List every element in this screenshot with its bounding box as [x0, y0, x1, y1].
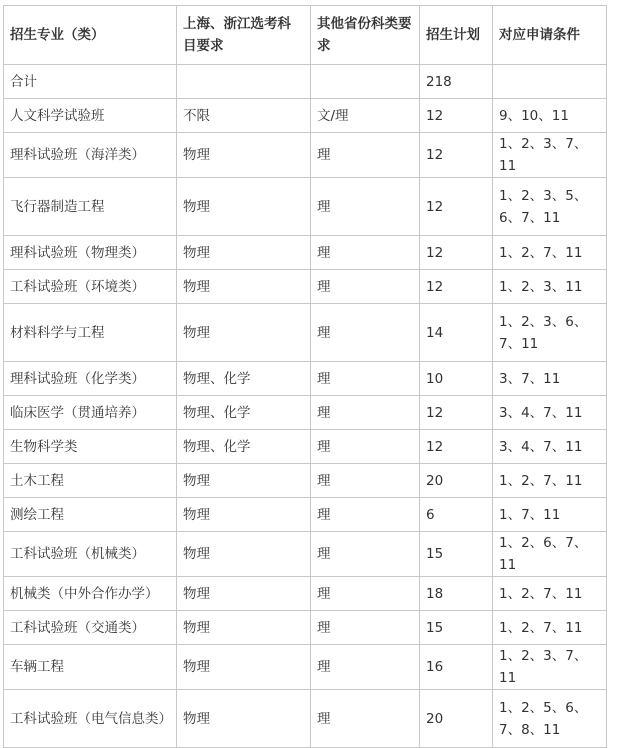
table-row	[4, 362, 607, 396]
cell-conditions: 3、7、11	[493, 362, 607, 396]
cell-category-requirement: 理	[311, 498, 420, 532]
table-row	[4, 532, 607, 577]
cell-subject-requirement: 物理、化学	[177, 396, 311, 430]
cell-conditions: 1、2、6、7、11	[493, 532, 607, 577]
cell-category-requirement: 文/理	[311, 99, 420, 133]
cell-conditions: 1、7、11	[493, 498, 607, 532]
cell-category-requirement: 理	[311, 464, 420, 498]
cell-conditions: 1、2、5、6、7、8、11	[493, 690, 607, 748]
cell-plan: 18	[420, 577, 493, 611]
cell-plan: 12	[420, 178, 493, 236]
table-row	[4, 178, 607, 236]
cell-subject-requirement: 物理	[177, 464, 311, 498]
cell-conditions: 1、2、3、5、6、7、11	[493, 178, 607, 236]
cell-plan: 20	[420, 690, 493, 748]
table-row	[4, 270, 607, 304]
cell-conditions: 3、4、7、11	[493, 396, 607, 430]
cell-subject-requirement: 物理	[177, 270, 311, 304]
table-header	[4, 6, 607, 65]
cell-major: 工科试验班（机械类）	[4, 532, 177, 577]
table-row	[4, 464, 607, 498]
cell-subject-requirement: 物理	[177, 690, 311, 748]
cell-plan: 12	[420, 430, 493, 464]
cell-major: 理科试验班（物理类）	[4, 236, 177, 270]
table-row	[4, 236, 607, 270]
cell-subject-requirement: 物理、化学	[177, 430, 311, 464]
cell-conditions: 3、4、7、11	[493, 430, 607, 464]
cell-category-requirement: 理	[311, 645, 420, 690]
table-row	[4, 577, 607, 611]
cell-conditions: 1、2、3、7、11	[493, 133, 607, 178]
table-row	[4, 99, 607, 133]
table-row	[4, 690, 607, 748]
table-row	[4, 611, 607, 645]
cell-category-requirement: 理	[311, 396, 420, 430]
cell-category-requirement: 理	[311, 690, 420, 748]
cell-subject-requirement	[177, 65, 311, 99]
cell-plan: 218	[420, 65, 493, 99]
header-major: 招生专业（类）	[4, 6, 177, 65]
cell-major: 合计	[4, 65, 177, 99]
cell-plan: 15	[420, 532, 493, 577]
cell-plan: 12	[420, 396, 493, 430]
cell-category-requirement: 理	[311, 270, 420, 304]
cell-major: 理科试验班（海洋类）	[4, 133, 177, 178]
cell-subject-requirement: 物理	[177, 532, 311, 577]
cell-plan: 12	[420, 133, 493, 178]
table-body	[4, 65, 607, 748]
header-enrollment-plan: 招生计划	[420, 6, 493, 65]
cell-category-requirement: 理	[311, 532, 420, 577]
table-row	[4, 396, 607, 430]
cell-subject-requirement: 物理	[177, 645, 311, 690]
cell-major: 飞行器制造工程	[4, 178, 177, 236]
cell-subject-requirement: 物理	[177, 133, 311, 178]
cell-major: 车辆工程	[4, 645, 177, 690]
table-row	[4, 498, 607, 532]
cell-subject-requirement: 物理	[177, 611, 311, 645]
header-application-conditions: 对应申请条件	[493, 6, 607, 65]
cell-plan: 15	[420, 611, 493, 645]
cell-major: 土木工程	[4, 464, 177, 498]
table-row	[4, 645, 607, 690]
cell-category-requirement: 理	[311, 430, 420, 464]
cell-subject-requirement: 物理、化学	[177, 362, 311, 396]
cell-subject-requirement: 物理	[177, 304, 311, 362]
cell-conditions: 1、2、7、11	[493, 577, 607, 611]
cell-major: 理科试验班（化学类）	[4, 362, 177, 396]
cell-plan: 14	[420, 304, 493, 362]
cell-plan: 12	[420, 236, 493, 270]
cell-major: 机械类（中外合作办学）	[4, 577, 177, 611]
cell-subject-requirement: 物理	[177, 236, 311, 270]
header-other-province-category: 其他省份科类要求	[311, 6, 420, 65]
table-row	[4, 65, 607, 99]
cell-plan: 12	[420, 270, 493, 304]
cell-major: 人文科学试验班	[4, 99, 177, 133]
table-row	[4, 133, 607, 178]
cell-major: 材料科学与工程	[4, 304, 177, 362]
cell-plan: 16	[420, 645, 493, 690]
cell-major: 生物科学类	[4, 430, 177, 464]
cell-conditions: 1、2、3、6、7、11	[493, 304, 607, 362]
cell-plan: 20	[420, 464, 493, 498]
cell-category-requirement: 理	[311, 611, 420, 645]
cell-conditions: 1、2、3、11	[493, 270, 607, 304]
header-row	[4, 6, 607, 65]
cell-subject-requirement: 物理	[177, 577, 311, 611]
admissions-table	[3, 5, 607, 748]
cell-subject-requirement: 物理	[177, 498, 311, 532]
table-row	[4, 430, 607, 464]
cell-category-requirement: 理	[311, 304, 420, 362]
cell-category-requirement: 理	[311, 362, 420, 396]
cell-conditions: 1、2、7、11	[493, 464, 607, 498]
cell-plan: 6	[420, 498, 493, 532]
cell-major: 工科试验班（电气信息类）	[4, 690, 177, 748]
cell-category-requirement: 理	[311, 178, 420, 236]
cell-subject-requirement: 物理	[177, 178, 311, 236]
cell-major: 测绘工程	[4, 498, 177, 532]
cell-plan: 12	[420, 99, 493, 133]
cell-category-requirement: 理	[311, 133, 420, 178]
cell-category-requirement: 理	[311, 577, 420, 611]
cell-category-requirement	[311, 65, 420, 99]
cell-conditions: 9、10、11	[493, 99, 607, 133]
cell-plan: 10	[420, 362, 493, 396]
cell-conditions: 1、2、7、11	[493, 236, 607, 270]
cell-major: 临床医学（贯通培养）	[4, 396, 177, 430]
header-shanghai-zhejiang-subject: 上海、浙江选考科目要求	[177, 6, 311, 65]
cell-major: 工科试验班（环境类）	[4, 270, 177, 304]
cell-conditions: 1、2、3、7、11	[493, 645, 607, 690]
cell-category-requirement: 理	[311, 236, 420, 270]
table-row	[4, 304, 607, 362]
cell-conditions	[493, 65, 607, 99]
cell-subject-requirement: 不限	[177, 99, 311, 133]
cell-major: 工科试验班（交通类）	[4, 611, 177, 645]
cell-conditions: 1、2、7、11	[493, 611, 607, 645]
